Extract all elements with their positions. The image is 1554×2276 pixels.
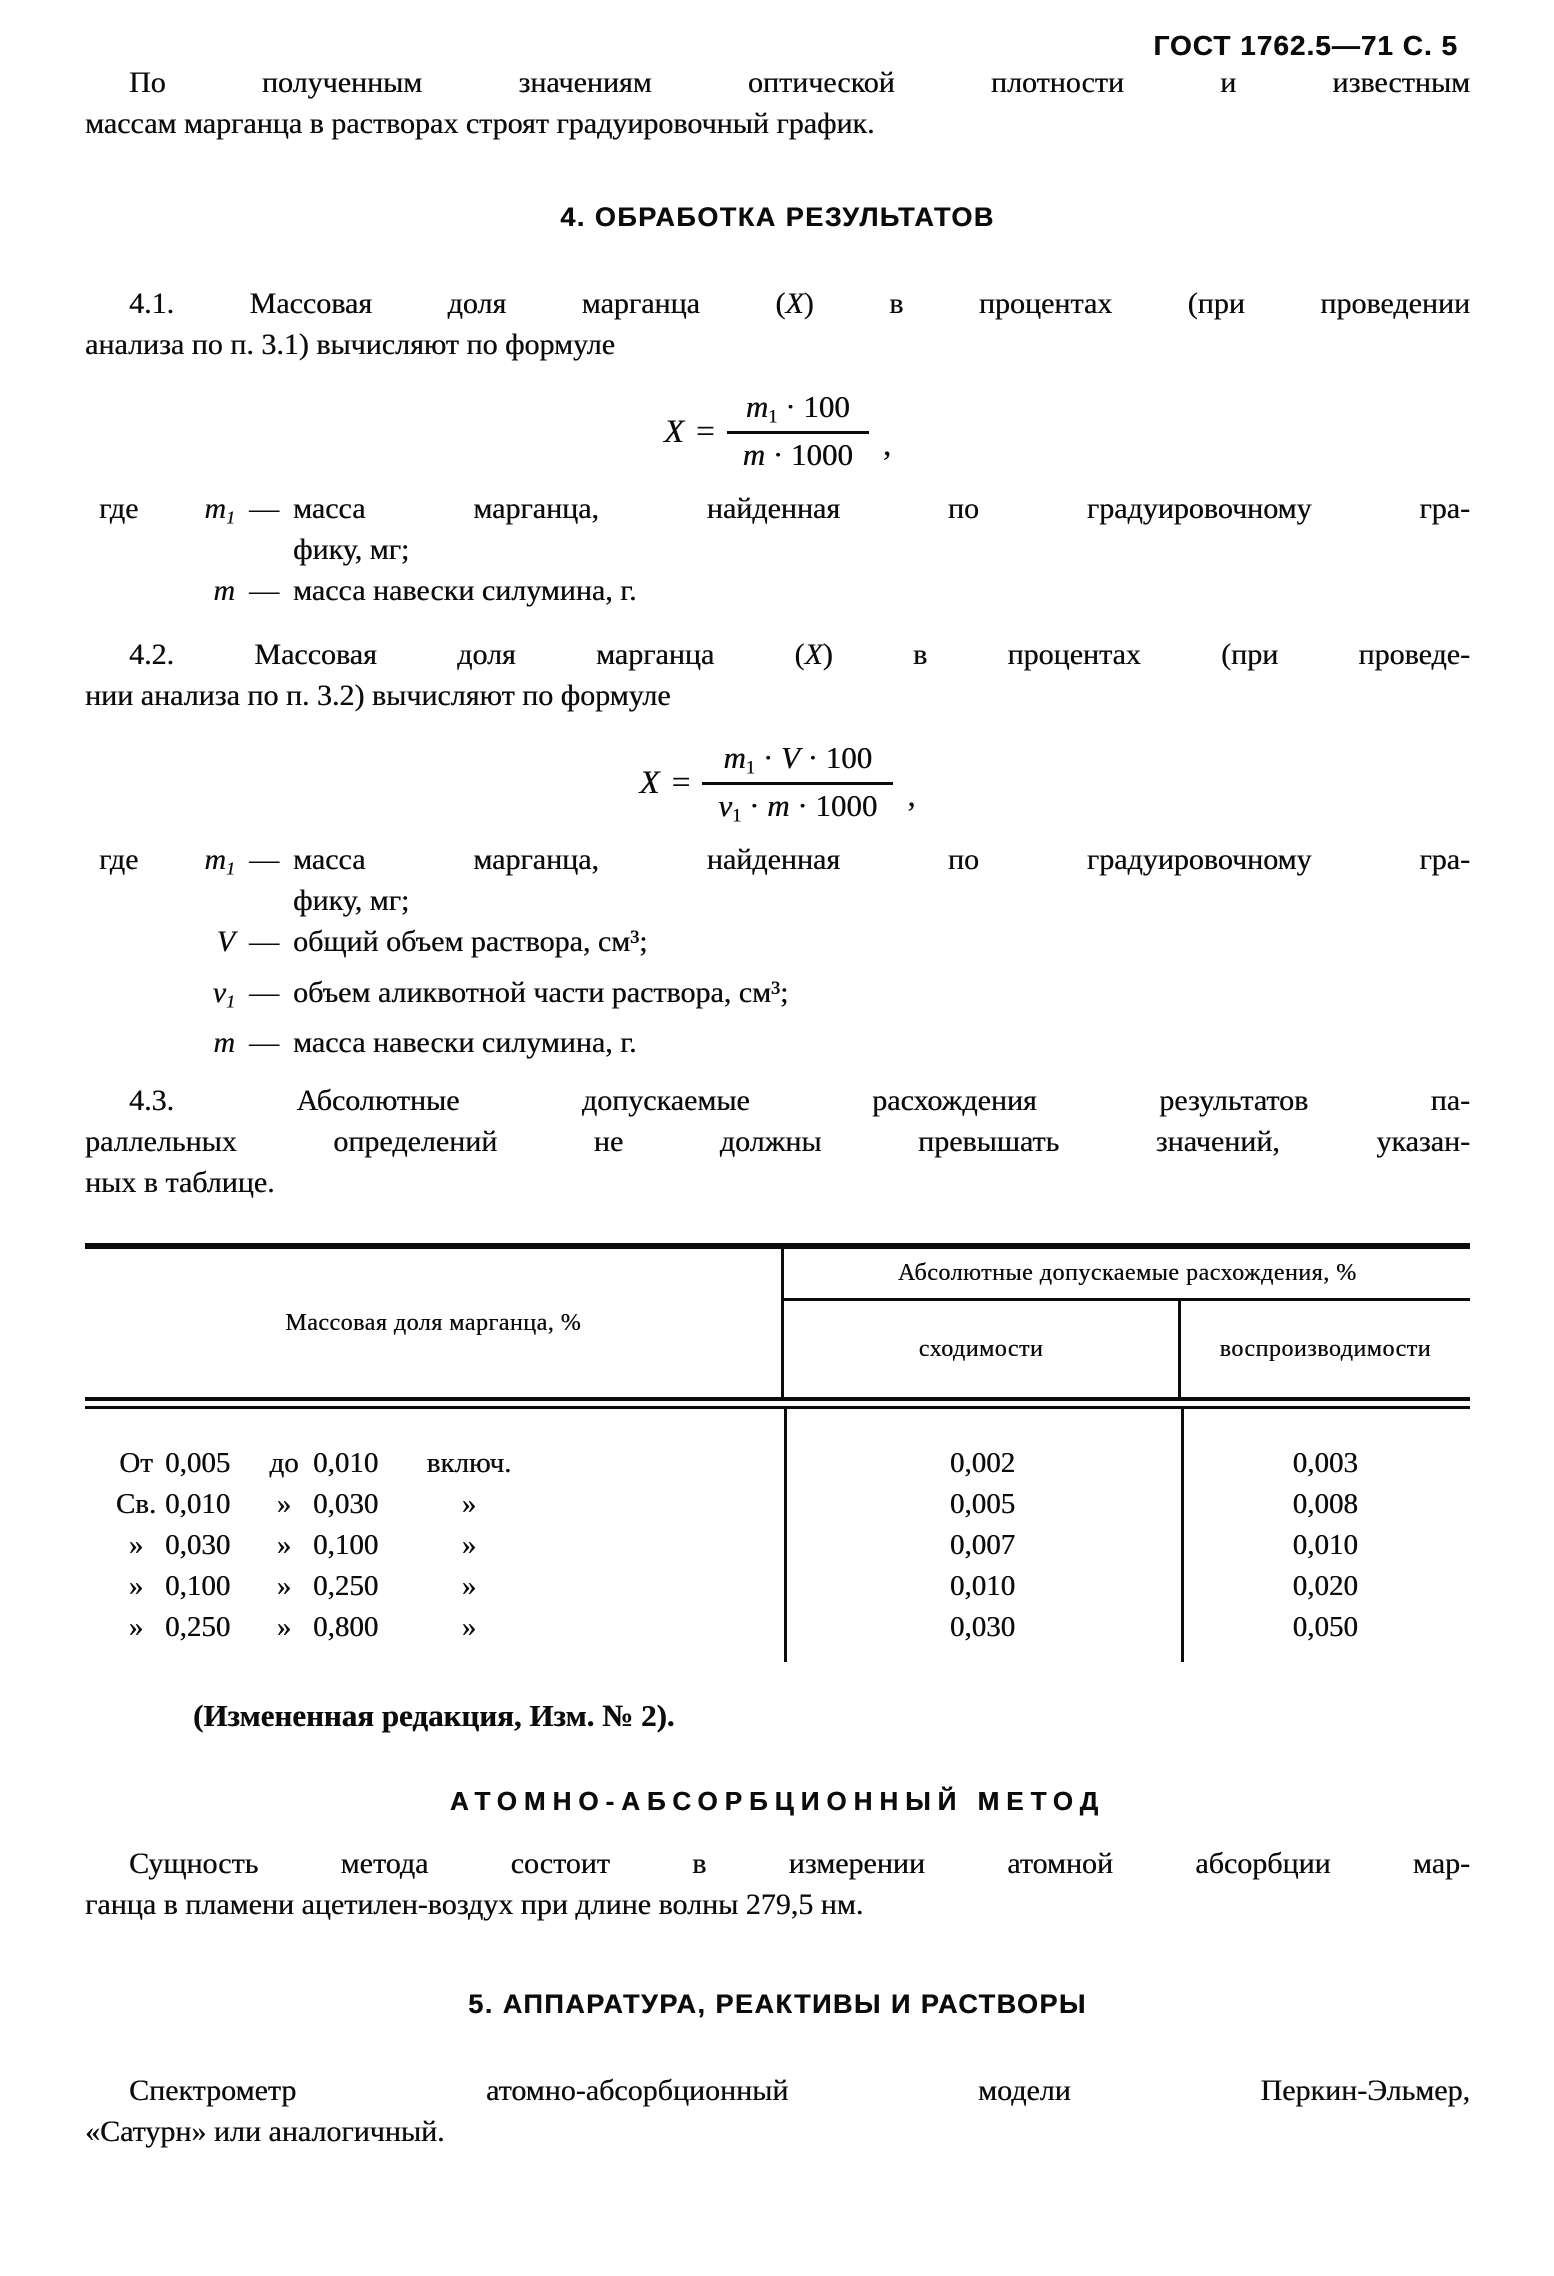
range-part: » bbox=[276, 1570, 292, 1603]
dash: — bbox=[249, 925, 279, 959]
variable: m bbox=[204, 491, 226, 525]
variable: m bbox=[204, 843, 226, 877]
range-part: 0,250 bbox=[165, 1611, 231, 1644]
range-part: до bbox=[269, 1447, 299, 1480]
definition bbox=[293, 488, 1470, 570]
constant: · 1000 bbox=[765, 436, 853, 472]
text-line: масса навески силумина, г. bbox=[293, 1025, 637, 1059]
range-part: 0,030 bbox=[165, 1529, 231, 1562]
fraction bbox=[702, 740, 893, 827]
text-line: фику, мг; bbox=[293, 532, 410, 566]
table-row bbox=[85, 1607, 1470, 1648]
variable: v bbox=[212, 975, 226, 1009]
variable-x: X bbox=[804, 638, 823, 672]
range-part: » bbox=[461, 1611, 477, 1644]
range-cell bbox=[85, 1443, 784, 1484]
range-part: » bbox=[128, 1529, 144, 1562]
page-header-gost-number: ГОСТ 1762.5—71 С. 5 bbox=[1153, 30, 1458, 61]
reproducibility-value: 0,008 bbox=[1292, 1488, 1358, 1521]
text-line: анализа по п. 3.1) вычисляют по формуле bbox=[85, 328, 615, 361]
denominator bbox=[702, 785, 893, 827]
variable: m bbox=[213, 1025, 235, 1059]
method-section-title: АТОМНО-АБСОРБЦИОННЫЙ МЕТОД bbox=[449, 1786, 1106, 1817]
column-header-repeatability: сходимости bbox=[784, 1301, 1180, 1397]
range-part: 0,250 bbox=[313, 1570, 379, 1603]
dash: — bbox=[249, 975, 279, 1009]
symbol bbox=[147, 1022, 235, 1072]
variable: m bbox=[723, 740, 746, 776]
where-block-2 bbox=[85, 839, 1470, 1072]
dash: — bbox=[249, 573, 279, 607]
where-word bbox=[85, 921, 147, 971]
table-double-rule bbox=[85, 1397, 1470, 1409]
text-line: масса навески силумина, г. bbox=[293, 573, 637, 607]
range-part: Св. bbox=[115, 1488, 157, 1521]
subscript: 1 bbox=[226, 858, 235, 879]
where-word: где bbox=[99, 843, 139, 877]
where-word bbox=[85, 1022, 147, 1072]
range-part: 0,100 bbox=[313, 1529, 379, 1562]
equals-sign: = bbox=[671, 765, 691, 802]
reproducibility-value: 0,010 bbox=[1292, 1529, 1358, 1562]
range-part: 0,010 bbox=[313, 1447, 379, 1480]
symbol bbox=[147, 488, 235, 570]
table-body bbox=[85, 1409, 1470, 1662]
where-row bbox=[85, 570, 1470, 620]
where-row bbox=[85, 972, 1470, 1022]
numerator bbox=[727, 389, 869, 434]
text-line: 4.3. Абсолютные допускаемые расхождения результатов па- bbox=[129, 1084, 1470, 1118]
formula-4-1 bbox=[85, 389, 1470, 476]
tolerances-table bbox=[85, 1243, 1470, 1662]
text-line: По полученным значениям оптической плотности и известным bbox=[129, 66, 1470, 99]
reproducibility-value: 0,020 bbox=[1292, 1570, 1358, 1603]
subscript: 1 bbox=[745, 757, 756, 779]
range-cell bbox=[85, 1484, 784, 1525]
range-part: включ. bbox=[426, 1447, 512, 1480]
symbol bbox=[147, 972, 235, 1022]
text-line: «Сатурн» или аналогичный. bbox=[85, 2115, 445, 2149]
range-part: » bbox=[128, 1611, 144, 1644]
range-part: » bbox=[461, 1529, 477, 1562]
comma: , bbox=[882, 426, 892, 463]
constant: · 100 bbox=[777, 389, 850, 424]
definition bbox=[293, 921, 1470, 971]
range-part: От bbox=[119, 1447, 153, 1480]
text-line: ных в таблице. bbox=[85, 1166, 275, 1200]
variable: v bbox=[718, 788, 732, 824]
repeatability-value: 0,005 bbox=[949, 1488, 1016, 1521]
where-word: где bbox=[99, 491, 139, 525]
reproducibility-value: 0,003 bbox=[1292, 1447, 1358, 1480]
text-line bbox=[85, 634, 1470, 675]
subscript: 1 bbox=[226, 990, 235, 1011]
range-cell bbox=[85, 1525, 784, 1566]
text-line: Спектрометр атомно-абсорбционный модели Перкин-Эльмер, bbox=[129, 2074, 1470, 2108]
variable: m bbox=[213, 573, 235, 607]
range-part: » bbox=[461, 1488, 477, 1521]
range-part: 0,005 bbox=[165, 1447, 231, 1480]
text-segment: ) в процентах (при проведении bbox=[803, 287, 1470, 320]
method-essence-paragraph bbox=[85, 1843, 1470, 1925]
dash: — bbox=[249, 1025, 279, 1059]
text-line: ганца в пламени ацетилен-воздух при длине волны 279,5 нм. bbox=[85, 1888, 864, 1922]
repeatability-value: 0,007 bbox=[949, 1529, 1016, 1562]
text-line: массам марганца в растворах строят градуировочный график. bbox=[85, 107, 875, 140]
symbol bbox=[147, 839, 235, 921]
where-row bbox=[85, 839, 1470, 921]
range-part: 0,100 bbox=[165, 1570, 231, 1603]
formula-lhs: X bbox=[663, 413, 685, 450]
range-part: » bbox=[461, 1570, 477, 1603]
formula-lhs: X bbox=[639, 765, 660, 802]
amendment-note: (Измененная редакция, Изм. № 2). bbox=[193, 1698, 675, 1734]
variable: m bbox=[745, 389, 769, 424]
range-part: » bbox=[276, 1529, 292, 1562]
range-part: 0,030 bbox=[313, 1488, 379, 1521]
where-row bbox=[85, 488, 1470, 570]
table-row bbox=[85, 1566, 1470, 1607]
variable: m bbox=[742, 436, 766, 472]
paragraph-4-3 bbox=[85, 1080, 1470, 1203]
variable: V bbox=[216, 925, 235, 959]
subscript: 1 bbox=[731, 805, 742, 827]
table-row bbox=[85, 1443, 1470, 1484]
variable-x: X bbox=[785, 287, 804, 320]
reproducibility-value: 0,050 bbox=[1292, 1611, 1358, 1644]
text-line: объем аликвотной части раствора, см³; bbox=[293, 975, 789, 1009]
section-5-title: 5. АППАРАТУРА, РЕАКТИВЫ И РАСТВОРЫ bbox=[468, 1989, 1087, 2020]
column-header-reproducibility: воспроизводимости bbox=[1219, 1335, 1431, 1362]
operator: · bbox=[755, 740, 781, 776]
text-segment: 4.2. Массовая доля марганца ( bbox=[129, 638, 805, 672]
intro-paragraph bbox=[85, 62, 1470, 144]
range-part: 0,010 bbox=[165, 1488, 231, 1521]
denominator bbox=[727, 434, 869, 476]
symbol bbox=[147, 921, 235, 971]
paragraph-4-1 bbox=[85, 283, 1470, 365]
text-line: нии анализа по п. 3.2) вычисляют по формуле bbox=[85, 679, 671, 713]
section-4-title: 4. ОБРАБОТКА РЕЗУЛЬТАТОВ bbox=[560, 202, 995, 232]
dash: — bbox=[249, 843, 279, 877]
dash: — bbox=[249, 491, 279, 525]
where-row bbox=[85, 1022, 1470, 1072]
table-row bbox=[85, 1525, 1470, 1566]
table-row bbox=[85, 1484, 1470, 1525]
table-header bbox=[85, 1249, 1470, 1397]
range-cell bbox=[85, 1566, 784, 1607]
column-header-span-discrepancies: Абсолютные допускаемые расхождения, % bbox=[784, 1249, 1470, 1301]
variable: m bbox=[767, 788, 790, 824]
text-line: общий объем раствора, см³; bbox=[293, 925, 648, 959]
subscript: 1 bbox=[226, 507, 235, 528]
text-line: фику, мг; bbox=[293, 884, 410, 918]
text-line: масса марганца, найденная по градуировочному гра- bbox=[293, 843, 1470, 877]
constant: · 100 bbox=[799, 740, 873, 776]
definition bbox=[293, 1022, 1470, 1072]
text-segment: ) в процентах (при проведе- bbox=[822, 638, 1470, 672]
definition bbox=[293, 839, 1470, 921]
column-header-mass-fraction: Массовая доля марганца, % bbox=[85, 1249, 784, 1397]
text-segment: 4.1. Массовая доля марганца ( bbox=[129, 287, 786, 320]
range-part: 0,800 bbox=[313, 1611, 379, 1644]
where-block-1 bbox=[85, 488, 1470, 620]
repeatability-value: 0,002 bbox=[949, 1447, 1016, 1480]
range-part: » bbox=[128, 1570, 144, 1603]
variable: V bbox=[780, 740, 800, 776]
text-line: раллельных определений не должны превышать значений, указан- bbox=[85, 1125, 1470, 1159]
symbol bbox=[147, 570, 235, 620]
text-line: Сущность метода состоит в измерении атомной абсорбции мар- bbox=[129, 1847, 1470, 1881]
text-line: масса марганца, найденная по градуировочному гра- bbox=[293, 491, 1470, 525]
numerator bbox=[702, 740, 893, 785]
repeatability-value: 0,030 bbox=[949, 1611, 1016, 1644]
range-cell bbox=[85, 1607, 784, 1648]
constant: · 1000 bbox=[789, 788, 878, 824]
paragraph-4-2 bbox=[85, 634, 1470, 716]
comma: , bbox=[907, 778, 916, 815]
formula-4-2 bbox=[85, 740, 1470, 827]
equals-sign: = bbox=[696, 413, 715, 450]
subscript: 1 bbox=[768, 406, 778, 428]
spectrometer-paragraph bbox=[85, 2070, 1470, 2152]
range-part: » bbox=[276, 1488, 292, 1521]
text-line bbox=[85, 283, 1470, 324]
fraction bbox=[727, 389, 869, 476]
repeatability-value: 0,010 bbox=[949, 1570, 1016, 1603]
operator: · bbox=[741, 788, 768, 824]
page-content bbox=[0, 30, 1554, 2152]
definition bbox=[293, 972, 1470, 1022]
where-word bbox=[85, 570, 147, 620]
where-row bbox=[85, 921, 1470, 971]
range-part: » bbox=[276, 1611, 292, 1644]
definition bbox=[293, 570, 1470, 620]
where-word bbox=[85, 972, 147, 1022]
